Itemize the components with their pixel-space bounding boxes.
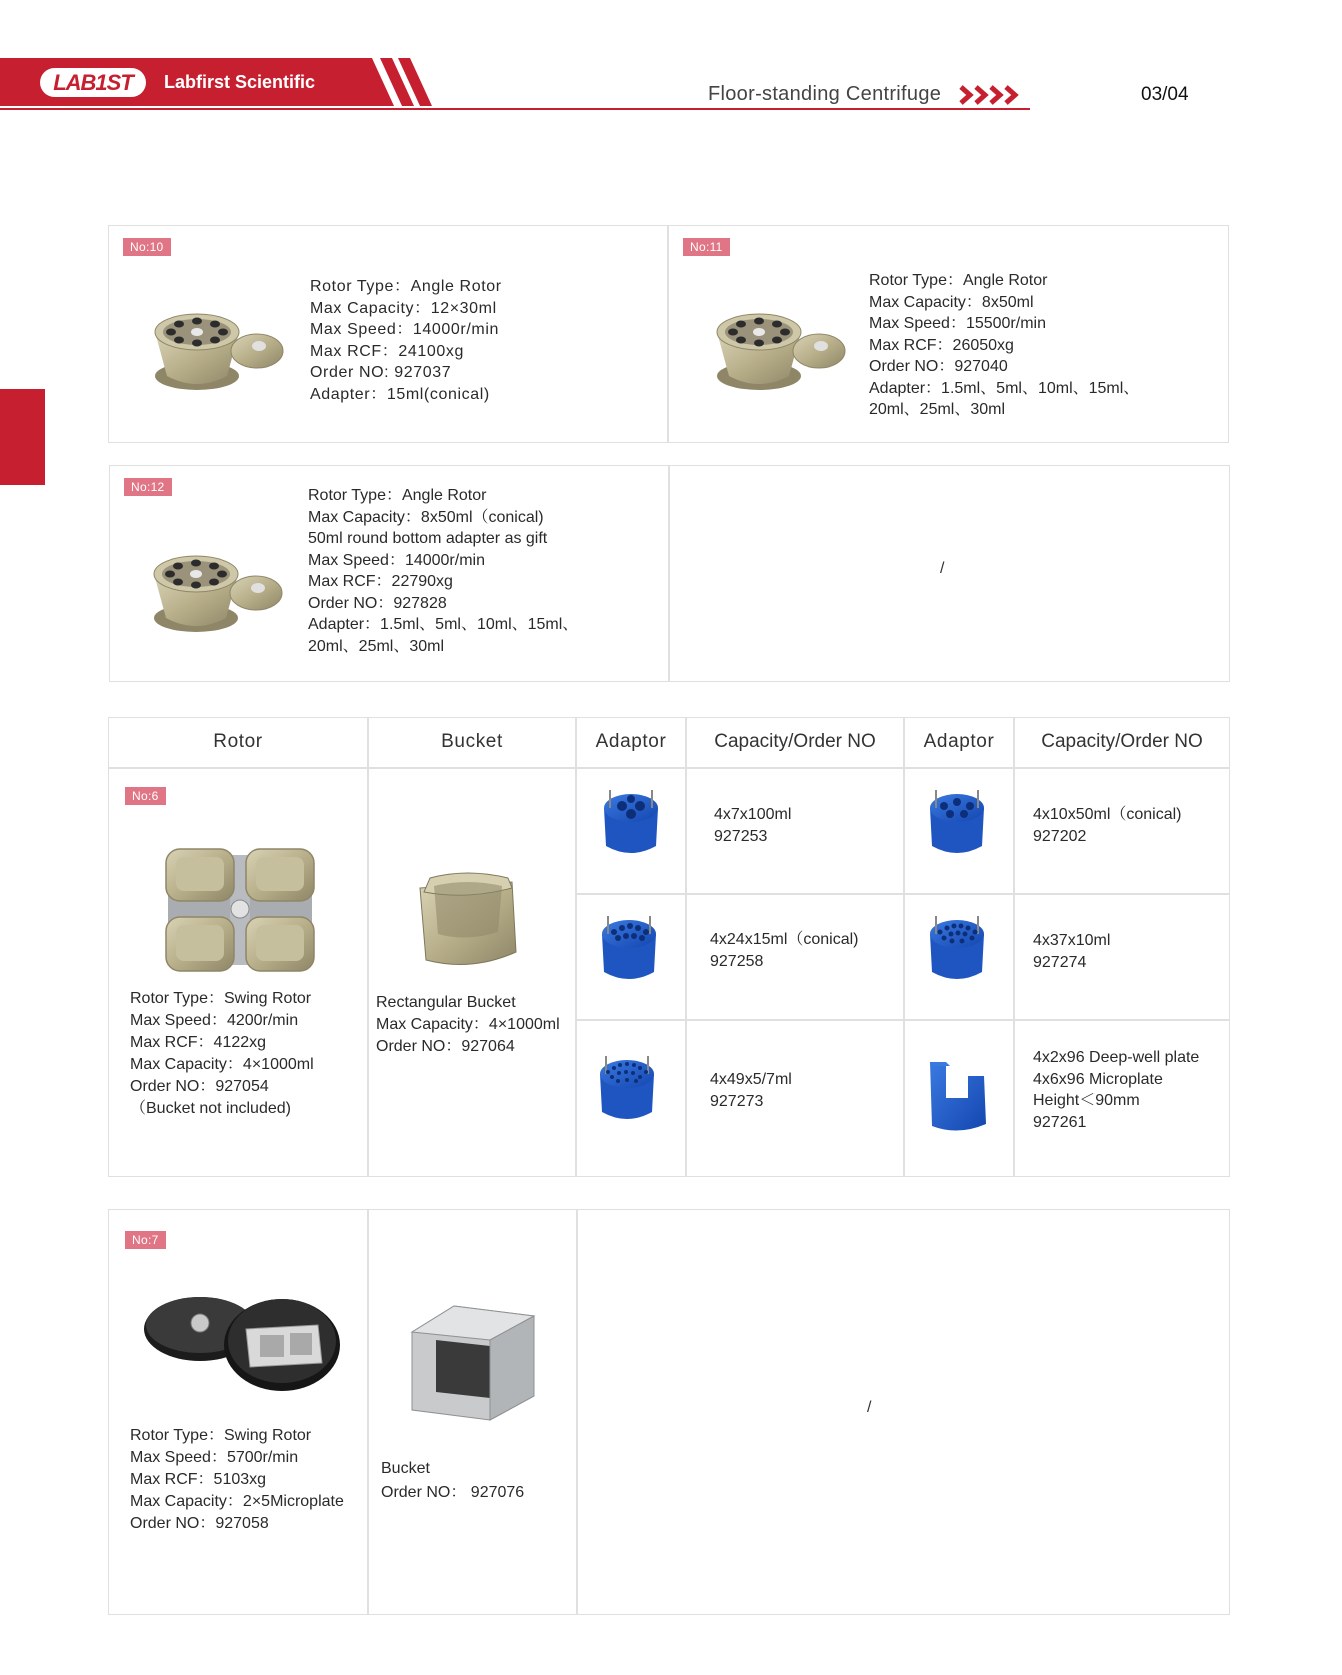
angle-rotor-icon [146, 538, 286, 638]
rotor-specs: Rotor Type：Angle Rotor Max Capacity：12×30ml Max Speed：14000r/min Max RCF：24100xg Order NO: 927037 Adapter：15ml(conical) [310, 278, 502, 403]
blue-adaptor-icon [592, 1052, 662, 1132]
brand-name: Labfirst Scientific [164, 72, 316, 92]
plate-bucket-icon [406, 1300, 538, 1424]
blue-adaptor-icon [922, 786, 992, 866]
swing-rotor-icon [160, 845, 320, 975]
rotor-specs: Rotor Type：Swing Rotor Max Speed：5700r/min Max RCF：5103xg Max Capacity：2×5Microplate Order NO：927058 [130, 1427, 344, 1532]
rectangular-bucket-icon [412, 868, 522, 978]
page-number: 03/04 [1141, 84, 1189, 105]
blue-adaptor-icon [596, 786, 666, 866]
rotor-card-no10 [108, 225, 668, 443]
rotor-card-no11 [668, 225, 1229, 443]
page-title: Floor-standing Centrifuge [708, 83, 942, 105]
angle-rotor-icon [709, 296, 849, 396]
plate-adaptor-icon [924, 1058, 994, 1136]
rotor-card-no12 [109, 465, 669, 682]
column-header-capacity: Capacity/Order NO [714, 731, 876, 752]
rotor-specs: Rotor Type：Angle Rotor Max Capacity：8x50ml（conical) 50ml round bottom adapter as gift Max Speed：14000r/min Max RCF：22790xg Order NO：927828 Adapter：1.5ml、5ml、10ml、15ml、 20ml、25ml、30ml [308, 487, 579, 655]
column-header-bucket: Bucket [441, 731, 503, 752]
item-number-badge: No:6 [125, 787, 166, 805]
side-tab-marker [0, 389, 45, 485]
angle-rotor-icon [147, 296, 287, 396]
blue-adaptor-icon [922, 912, 992, 992]
item-number-badge: No:7 [125, 1231, 166, 1249]
empty-placeholder: / [940, 560, 945, 577]
item-number-badge: No:10 [123, 238, 171, 256]
rotor-specs: Rotor Type：Swing Rotor Max Speed：4200r/min Max RCF：4122xg Max Capacity：4×1000ml Order NO：927054 （Bucket not included) [130, 990, 314, 1117]
microplate-rotor-icon [142, 1285, 342, 1397]
header-rule [0, 108, 1030, 110]
column-header-adaptor: Adaptor [923, 731, 995, 752]
column-header-rotor: Rotor [213, 731, 263, 752]
bucket-specs: Bucket Order NO： 927076 [381, 1460, 525, 1501]
empty-card [669, 465, 1230, 682]
item-number-badge: No:11 [683, 238, 730, 256]
bucket-specs: Rectangular Bucket Max Capacity：4×1000ml Order NO：927064 [376, 994, 560, 1055]
chevrons-right-icon [958, 84, 1020, 106]
capacity-order: 4x10x50ml（conical) 927202 [1033, 806, 1182, 845]
capacity-order: 4x24x15ml（conical) 927258 [710, 931, 859, 970]
capacity-order: 4x49x5/7ml 927273 [710, 1071, 792, 1110]
capacity-order: 4x37x10ml 927274 [1033, 932, 1111, 971]
capacity-order: 4x2x96 Deep-well plate 4x6x96 Microplate Height＜90mm 927261 [1033, 1049, 1200, 1131]
column-header-adaptor: Adaptor [595, 731, 667, 752]
blue-adaptor-icon [594, 912, 664, 992]
item-number-badge: No:12 [124, 478, 172, 496]
empty-placeholder: / [867, 1399, 872, 1416]
brand-logo: LAB1ST [40, 68, 146, 97]
capacity-order: 4x7x100ml 927253 [714, 806, 792, 845]
column-header-capacity: Capacity/Order NO [1041, 731, 1203, 752]
rotor-specs: Rotor Type：Angle Rotor Max Capacity：8x50ml Max Speed：15500r/min Max RCF：26050xg Order NO：927040 Adapter：1.5ml、5ml、10ml、15ml、 20ml、25ml、30ml [869, 272, 1140, 418]
